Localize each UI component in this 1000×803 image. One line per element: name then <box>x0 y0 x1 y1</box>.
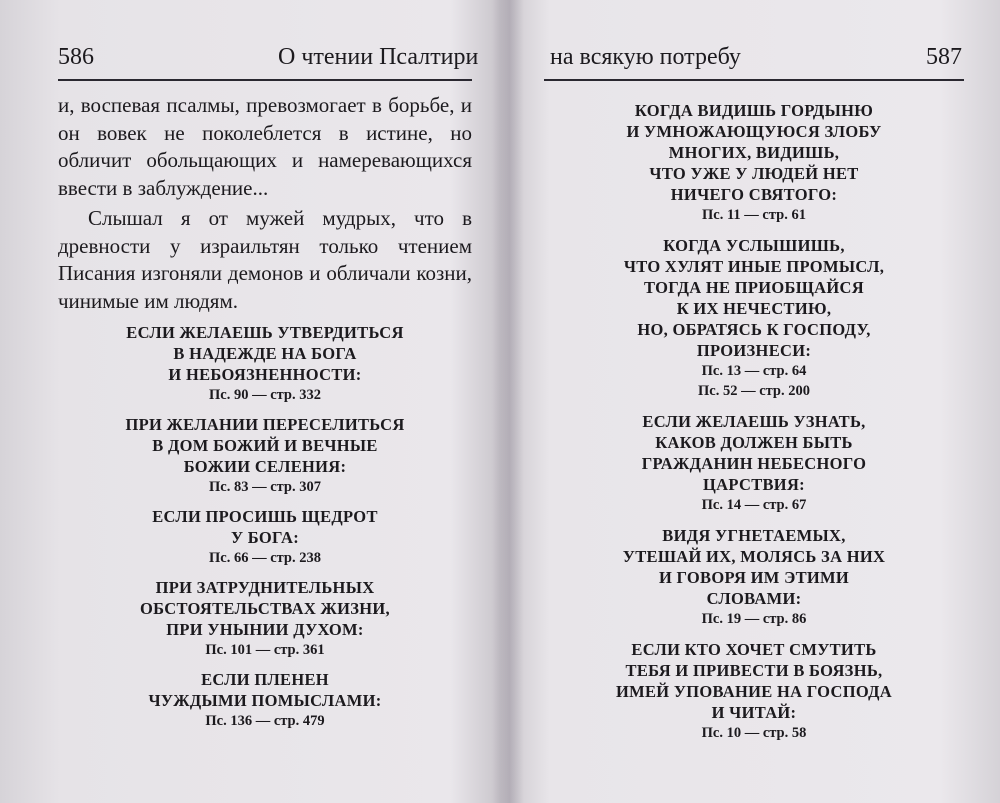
psalm-entry <box>58 577 472 660</box>
psalm-reference: Пс. 11 — стр. 61 <box>702 207 806 223</box>
psalm-reference: Пс. 136 — стр. 479 <box>205 713 325 729</box>
right-running-title: на всякую потребу <box>550 44 741 70</box>
psalm-entry <box>544 411 964 515</box>
paragraph: и, воспевая псалмы, превозмогает в борьбе, и он вовек не поколеблется в истине, но обличит обольщающих и намеревающихся ввести в заблуждение... <box>58 93 472 200</box>
entry-heading: КОГДА УСЛЫШИШЬ, ЧТО ХУЛЯТ ИНЫЕ ПРОМЫСЛ, ТОГДА НЕ ПРИОБЩАЙСЯ К ИХ НЕЧЕСТИЮ, НО, ОБРАТЯСЬ К ГОСПОДУ, ПРОИЗНЕСИ: <box>623 236 885 360</box>
left-page-number: 586 <box>58 44 94 70</box>
left-psalm-index <box>58 322 472 740</box>
entry-heading: КОГДА ВИДИШЬ ГОРДЫНЮ И УМНОЖАЮЩУЮСЯ ЗЛОБУ МНОГИХ, ВИДИШЬ, ЧТО УЖЕ У ЛЮДЕЙ НЕТ НИЧЕГО СВЯТОГО: <box>626 101 882 204</box>
right-page-number: 587 <box>926 44 962 70</box>
psalm-entry <box>544 525 964 629</box>
psalm-entry <box>58 669 472 731</box>
psalm-reference: Пс. 52 — стр. 200 <box>697 383 810 399</box>
entry-heading: ЕСЛИ ЖЕЛАЕШЬ УТВЕРДИТЬСЯ В НАДЕЖДЕ НА БОГА И НЕБОЯЗНЕННОСТИ: <box>126 323 404 384</box>
psalm-reference: Пс. 10 — стр. 58 <box>701 725 807 741</box>
psalm-entry <box>58 414 472 497</box>
paragraph: Слышал я от мужей мудрых, что в древности у израильтян только чтением Писания изгоняли демонов и обличали козни, чинимые им людям. <box>58 206 472 313</box>
entry-heading: ПРИ ЗАТРУДНИТЕЛЬНЫХ ОБСТОЯТЕЛЬСТВАХ ЖИЗНИ, ПРИ УНЫНИИ ДУХОМ: <box>140 578 390 639</box>
entry-heading: ЕСЛИ КТО ХОЧЕТ СМУТИТЬ ТЕБЯ И ПРИВЕСТИ В БОЯЗНЬ, ИМЕЙ УПОВАНИЕ НА ГОСПОДА И ЧИТАЙ: <box>615 640 893 722</box>
psalm-reference: Пс. 14 — стр. 67 <box>701 497 807 513</box>
right-psalm-index <box>544 100 964 753</box>
entry-heading: ЕСЛИ ПРОСИШЬ ЩЕДРОТ У БОГА: <box>152 507 378 547</box>
entry-heading: ЕСЛИ ЖЕЛАЕШЬ УЗНАТЬ, КАКОВ ДОЛЖЕН БЫТЬ ГРАЖДАНИН НЕБЕСНОГО ЦАРСТВИЯ: <box>641 412 867 494</box>
psalm-reference: Пс. 13 — стр. 64 <box>701 363 807 379</box>
psalm-entry <box>58 322 472 405</box>
right-header-rule <box>544 79 964 81</box>
psalm-reference: Пс. 90 — стр. 332 <box>208 387 321 403</box>
psalm-reference: Пс. 19 — стр. 86 <box>701 611 807 627</box>
psalm-reference: Пс. 83 — стр. 307 <box>208 479 321 495</box>
psalm-entry <box>544 235 964 401</box>
psalm-reference: Пс. 101 — стр. 361 <box>205 642 325 658</box>
left-header-rule <box>58 79 472 81</box>
left-running-title: О чтении Псалтири <box>278 44 479 70</box>
left-body-text <box>58 92 472 315</box>
entry-heading: ЕСЛИ ПЛЕНЕН ЧУЖДЫМИ ПОМЫСЛАМИ: <box>148 670 382 710</box>
psalm-entry <box>544 100 964 225</box>
right-page <box>520 0 1000 803</box>
psalm-entry <box>58 506 472 568</box>
entry-heading: ПРИ ЖЕЛАНИИ ПЕРЕСЕЛИТЬСЯ В ДОМ БОЖИЙ И ВЕЧНЫЕ БОЖИИ СЕЛЕНИЯ: <box>125 415 405 476</box>
psalm-reference: Пс. 66 — стр. 238 <box>208 550 321 566</box>
entry-heading: ВИДЯ УГНЕТАЕМЫХ, УТЕШАЙ ИХ, МОЛЯСЬ ЗА НИХ И ГОВОРЯ ИМ ЭТИМИ СЛОВАМИ: <box>622 526 886 608</box>
psalm-entry <box>544 639 964 743</box>
